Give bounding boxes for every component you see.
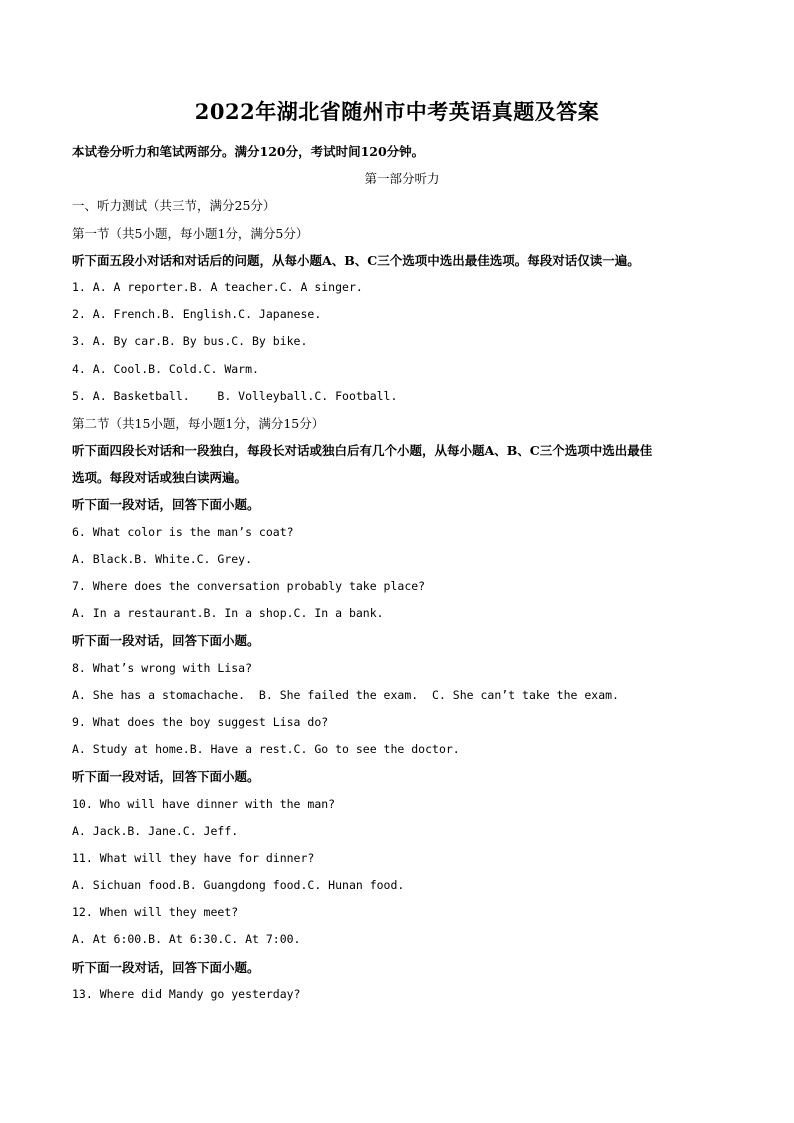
dialog-prompt-2: 听下面一段对话，回答下面小题。 xyxy=(72,633,260,649)
intro-text: 本试卷分听力和笔试两部分。满分120分，考试时间120分钟。 xyxy=(72,144,425,159)
dialog-prompt-1: 听下面一段对话，回答下面小题。 xyxy=(72,497,260,513)
question-4: 4. A. Cool.B. Cold.C. Warm. xyxy=(72,361,259,376)
part1-heading: 第一部分听力 xyxy=(364,171,440,187)
question-2: 2. A. French.B. English.C. Japanese. xyxy=(72,307,322,322)
document-body xyxy=(72,138,732,1008)
question-12: 12. When will they meet? xyxy=(72,905,239,920)
question-10-options: A. Jack.B. Jane.C. Jeff. xyxy=(72,823,239,838)
question-3: 3. A. By car.B. By bus.C. By bike. xyxy=(72,334,308,349)
dialog-prompt-4: 听下面一段对话，回答下面小题。 xyxy=(72,959,260,975)
question-12-options: A. At 6:00.B. At 6:30.C. At 7:00. xyxy=(72,932,301,947)
subsection1-instruction: 听下面五段小对话和对话后的问题，从每小题A、B、C三个选项中选出最佳选项。每段对话仅读一遍。 xyxy=(72,252,640,268)
question-7: 7. Where does the conversation probably take place? xyxy=(72,579,426,593)
question-11: 11. What will they have for dinner? xyxy=(72,850,315,865)
subsection1-heading: 第一节（共5小题，每小题1分，满分5分） xyxy=(72,225,309,241)
question-10: 10. Who will have dinner with the man? xyxy=(72,796,336,811)
question-6-options: A. Black.B. White.C. Grey. xyxy=(72,551,253,566)
section1-heading: 一、听力测试（共三节，满分25分） xyxy=(72,198,276,214)
subsection2-heading: 第二节（共15小题，每小题1分，满分15分） xyxy=(72,415,325,431)
question-7-options: A. In a restaurant.B. In a shop.C. In a bank. xyxy=(72,606,384,621)
question-13: 13. Where did Mandy go yesterday? xyxy=(72,986,301,1001)
question-9: 9. What does the boy suggest Lisa do? xyxy=(72,714,329,729)
subsection2-instruction-line2: 选项。每段对话或独白读两遍。 xyxy=(72,470,248,486)
subsection2-instruction-line1: 听下面四段长对话和一段独白，每段长对话或独白后有几个小题，从每小题A、B、C三个选项中选出最佳 xyxy=(72,443,653,459)
question-9-options: A. Study at home.B. Have a rest.C. Go to see the doctor. xyxy=(72,742,460,757)
dialog-prompt-3: 听下面一段对话，回答下面小题。 xyxy=(72,769,260,785)
question-8-options: A. She has a stomachache. B. She failed the exam. C. She can’t take the exam. xyxy=(72,687,619,702)
question-5: 5. A. Basketball. B. Volleyball.C. Football. xyxy=(72,388,398,403)
document-title: 2022年湖北省随州市中考英语真题及答案 xyxy=(194,99,600,124)
question-8: 8. What’s wrong with Lisa? xyxy=(72,660,253,675)
question-6: 6. What color is the man’s coat? xyxy=(72,524,294,539)
question-11-options: A. Sichuan food.B. Guangdong food.C. Hunan food. xyxy=(72,878,405,893)
question-1: 1. A. A reporter.B. A teacher.C. A singer. xyxy=(72,279,363,294)
